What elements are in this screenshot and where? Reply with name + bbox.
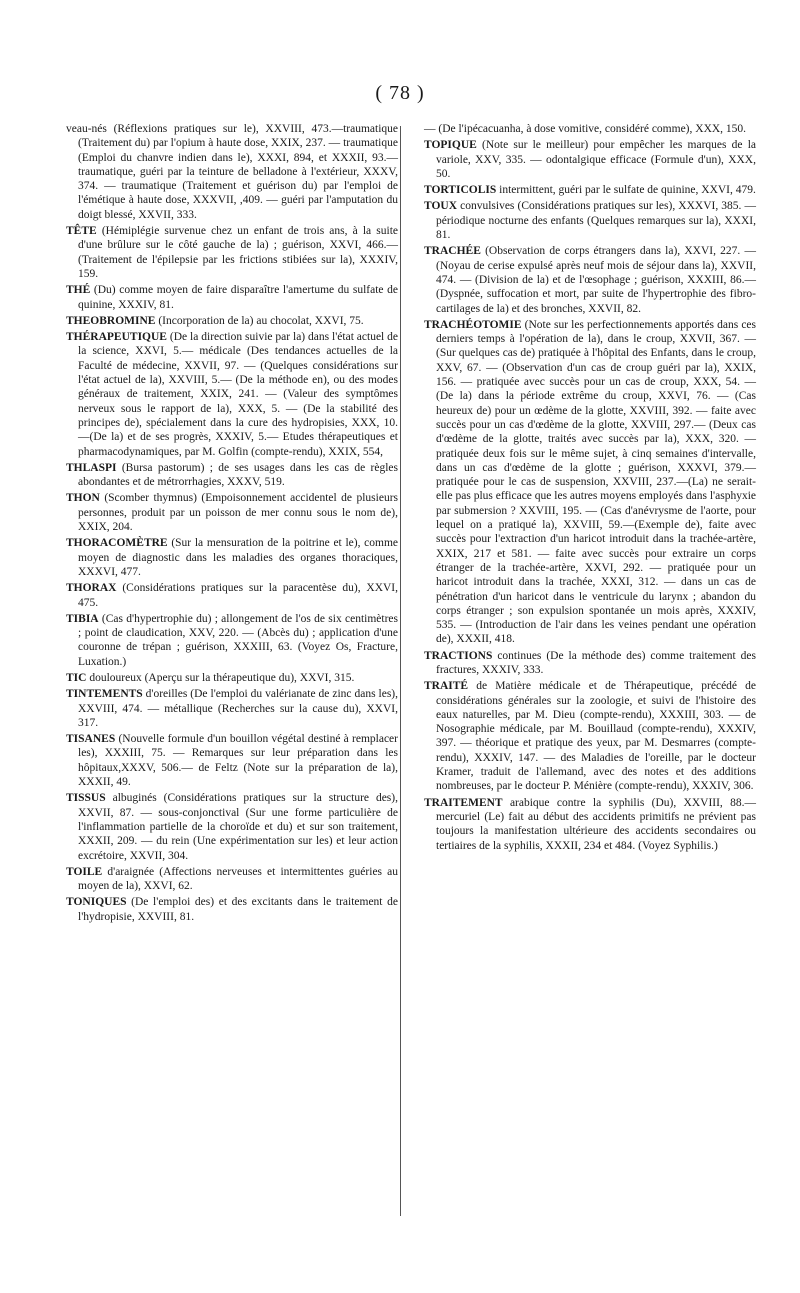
entry-text: (Considérations pratiques sur la paracentèse du), XXVI, 475. bbox=[78, 582, 399, 609]
index-entry bbox=[424, 199, 756, 242]
index-entry bbox=[66, 687, 398, 730]
entry-text: douloureux (Aperçu sur la thérapeutique du), XXVI, 315. bbox=[89, 671, 355, 684]
entry-text: veau-nés (Réflexions pratiques sur le), XXVIII, 473.—traumatique (Traitement du) par l'opium à haute dose, XXIX, 237. — traumatique (Emploi du chanvre indien dans le), XXXI, 894, et XXXII, 93.—traumatique, guéri par la teinture de belladone à l'extérieur, XXXV, 374. — traumatique (Traitement et guérison du) par l'emploi de l'émétique à haute dose, XXXVII, ,409. — guéri par l'amputation du doigt blessé, XXVII, 333. bbox=[66, 123, 398, 221]
entry-headword: TRAITEMENT bbox=[424, 796, 503, 809]
index-entry bbox=[424, 649, 756, 678]
index-entry bbox=[66, 491, 398, 534]
index-entry bbox=[66, 895, 398, 924]
index-entry bbox=[424, 122, 756, 136]
column-divider bbox=[400, 126, 401, 1216]
index-entry bbox=[66, 224, 398, 281]
entry-headword: TÊTE bbox=[66, 225, 97, 238]
index-entry bbox=[424, 138, 756, 181]
entry-text: d'araignée (Affections nerveuses et intermittentes guéries au moyen de la), XXVI, 62. bbox=[78, 865, 399, 893]
entry-headword: TINTEMENTS bbox=[66, 688, 143, 701]
entry-headword: TRACHÉOTOMIE bbox=[424, 318, 522, 331]
entry-headword: TISANES bbox=[66, 733, 116, 746]
entry-text: convulsives (Considérations pratiques sur les), XXXVI, 385. — périodique nocturne des enfants (Quelques remarques sur la), XXXI, 81. bbox=[436, 200, 756, 242]
index-entry bbox=[66, 671, 398, 685]
index-entry bbox=[424, 183, 756, 197]
entry-headword: TIC bbox=[66, 671, 87, 684]
index-entry bbox=[66, 536, 398, 579]
entry-text: (Observation de corps étrangers dans la), XXVI, 227. — (Noyau de cerise expulsé après neuf mois de séjour dans la), XXVII, 474. — (Division de la) et de l'œsophage ; guérison, XXXIII, 86.— (Dyspnée, suffocation et mort, par suite de l'hypertrophie des fibro-cartilages de la) et des bronches, XXVII, 82. bbox=[436, 245, 757, 315]
entry-text: arabique contre la syphilis (Du), XXVIII, 88.—mercuriel (Le) fait au début des accidents primitifs ne prévient pas toujours la manifestation ultérieure des accidents secondaires ou tertiaires de la syphilis, XXXII, 234 et 484. (Voyez Syphilis.) bbox=[436, 796, 757, 852]
entry-headword: TRACTIONS bbox=[424, 649, 493, 662]
index-entry bbox=[66, 865, 398, 894]
entry-headword: THORACOMÈTRE bbox=[66, 537, 168, 550]
entry-headword: THON bbox=[66, 492, 100, 505]
index-entry bbox=[66, 612, 398, 669]
entry-text: (De l'emploi des) et des excitants dans le traitement de l'hydropisie, XXVIII, 81. bbox=[78, 896, 398, 923]
entry-text: (Note sur les perfectionnements apportés dans ces derniers temps à l'opération de la), dans le croup, XXVII, 367. — (Sur quelques cas de) pratiquée à l'hôpital des Enfants, dans le croup, XXV, 67. — (Observation d'un cas de croup guéri par la), XXIX, 156. — pratiquée avec succès pour un cas de croup, XXX, 54. — (De la) dans la période extrême du croup, XXVI, 76. — (Cas heureux de) pour un œdème de la glotte, XXVIII, 392. — faite avec succès pour un cas d'œdème de la glotte, XXVIII, 297.— (Deux cas d'œdème de la glotte, traités avec succès par la), XXX, 320. — pratiquée deux fois sur le même sujet, à cinq semaines d'intervalle, dans un cas d'œdème de la glotte ; guérison, XXXVI, 379.— pratiquée pour le cas de suspension, XXVIII, 237.—(La) ne serait-elle pas plus efficace que les autres moyens employés dans l'asphyxie par submersion ? XXVIII, 195. — (Cas d'anévrysme de l'aorte, pour lequel on a pratiqué la), XXVIII, 59.—(Exemple de), faite avec succès pour l'extraction d'un haricot introduit dans la trachée-artère, XXIX, 217 et 581. — faite avec succès pour extraire un corps étranger de la trachée-artère, XXVI, 292. — pratiquée pour un haricot introduit dans la trachée, XXXI, 312. — dans un cas de pénétration d'un haricot dans le ventricule du larynx ; abandon du corps étranger ; son expulsion spontanée un mois après, XXXIV, 535. — (Introduction de l'air dans les veines pendant une opération de), XXXII, 418. bbox=[436, 318, 756, 646]
index-entry bbox=[66, 791, 398, 862]
entry-text: (Hémiplégie survenue chez un enfant de trois ans, à la suite d'une brûlure sur le côté gauche de la) ; guérison, XXVI, 466.—(Traitement de l'épilepsie par les frictions stibiées sur la), XXXIV, 159. bbox=[78, 225, 399, 280]
entry-headword: THÉRAPEUTIQUE bbox=[66, 331, 167, 344]
entry-text: (De la direction suivie par la) dans l'état actuel de la science, XXVI, 5.— médicale (Des tendances actuelles de la Faculté de médecine, XXVII, 97. — (Quelques considérations sur l'état actuel de la), XXVIII, 5.— (De la méthode en), ou des modes généraux de traitement, XXIX, 241. — (Valeur des symptômes nerveux sous le rapport de la), XXX, 5. — (De la stabilité des principes de), spécialement dans la cure des hydropisies, XXX, 10. —(De la) et de ses progrès, XXXIV, 5.— Etudes thérapeutiques et pharmacodynamiques, par M. Golfin (compte-rendu), XXIX, 554, bbox=[78, 331, 399, 458]
index-entry bbox=[66, 314, 398, 328]
entry-headword: THLASPI bbox=[66, 461, 117, 474]
index-entry bbox=[66, 122, 398, 222]
entry-headword: TOPIQUE bbox=[424, 139, 477, 152]
entry-headword: TISSUS bbox=[66, 792, 106, 805]
index-entry bbox=[66, 283, 398, 312]
page-number: ( 78 ) bbox=[375, 82, 425, 104]
index-entry bbox=[66, 581, 398, 610]
entry-headword: THEOBROMINE bbox=[66, 314, 156, 327]
entry-headword: THÉ bbox=[66, 284, 91, 297]
entry-headword: TIBIA bbox=[66, 612, 99, 625]
index-entry bbox=[66, 732, 398, 789]
index-entry bbox=[66, 461, 398, 490]
entry-headword: TORTICOLIS bbox=[424, 184, 497, 197]
entry-text: d'oreilles (De l'emploi du valérianate de zinc dans les), XXVIII, 474. — métallique (Recherches sur la cause du), XXVI, 317. bbox=[78, 688, 398, 729]
entry-headword: TONIQUES bbox=[66, 896, 127, 909]
entry-headword: TOUX bbox=[424, 200, 458, 213]
entry-headword: TRACHÉE bbox=[424, 245, 481, 258]
entry-text: — (De l'ipécacuanha, à dose vomitive, considéré comme), XXX, 150. bbox=[424, 123, 747, 135]
index-entry bbox=[424, 679, 756, 793]
entry-text: (Du) comme moyen de faire disparaître l'amertume du sulfate de quinine, XXXIV, 81. bbox=[78, 284, 398, 311]
entry-text: (Note sur le meilleur) pour empêcher les marques de la variole, XXV, 335. — odontalgique efficace (Formule d'un), XXX, 50. bbox=[436, 139, 756, 180]
index-entry bbox=[66, 330, 398, 459]
entry-headword: THORAX bbox=[66, 582, 117, 595]
entry-text: (Sur la mensuration de la poitrine et le), comme moyen de diagnostic dans les maladies des organes thoraciques, XXXVI, 477. bbox=[78, 537, 399, 578]
entry-headword: TRAITÉ bbox=[424, 680, 469, 693]
entry-text: intermittent, guéri par le sulfate de quinine, XXVI, 479. bbox=[499, 184, 756, 197]
index-entry bbox=[424, 244, 756, 315]
entry-text: continues (De la méthode des) comme traitement des fractures, XXXIV, 333. bbox=[436, 649, 757, 676]
entry-headword: TOILE bbox=[66, 865, 103, 878]
right-column bbox=[424, 122, 756, 855]
index-entry bbox=[424, 796, 756, 853]
entry-text: (Bursa pastorum) ; de ses usages dans les cas de règles abondantes et de métrorrhagies, XXXV, 519. bbox=[78, 461, 398, 489]
entry-text: (Cas d'hypertrophie du) ; allongement de l'os de six centimètres ; point de claudication, XXV, 220. — (Abcès du) ; application d'une couronne de trépan ; guérison, XXXIII, 63. (Voyez Os, Fracture, Luxation.) bbox=[78, 612, 399, 668]
entry-text: (Nouvelle formule d'un bouillon végétal destiné à remplacer les), XXXIII, 75. — Remarques sur leur préparation dans les hôpitaux,XXXV, 506.— de Feltz (Note sur la préparation de la), XXXII, 49. bbox=[78, 733, 398, 789]
entry-text: (Scomber thymnus) (Empoisonnement accidentel de plusieurs personnes, produit par un poisson de mer connu sous le nom de), XXIX, 204. bbox=[78, 492, 398, 534]
entry-text: de Matière médicale et de Thérapeutique, précédé de considérations générales sur la zoologie, et suivi de l'histoire des eaux naturelles, par M. Dieu (compte-rendu), XXXIII, 303. — de Nosographie médicale, par M. Bouillaud (compte-rendu), XXXIV, 397. — théorique et pratique des yeux, par M. Desmarres (compte-rendu), XXXIV, 147. — des Maladies de l'oreille, par le docteur Kramer, traduit de l'allemand, avec des notes et des additions nombreuses, par le docteur P. Ménière (compte-rendu), XXXIV, 306. bbox=[436, 680, 757, 793]
entry-text: (Incorporation de la) au chocolat, XXVI, 75. bbox=[158, 314, 364, 327]
left-column bbox=[66, 122, 398, 926]
index-entry bbox=[424, 318, 756, 647]
entry-text: albuginés (Considérations pratiques sur la structure des), XXVII, 87. — sous-conjonctival (Sur une forme particulière de l'inflammation partielle de la choroïde et du) et sur son traitement, XXXII, 209. — du rein (Une expérimentation sur les) et leur action excrétoire, XXVII, 304. bbox=[78, 792, 398, 862]
